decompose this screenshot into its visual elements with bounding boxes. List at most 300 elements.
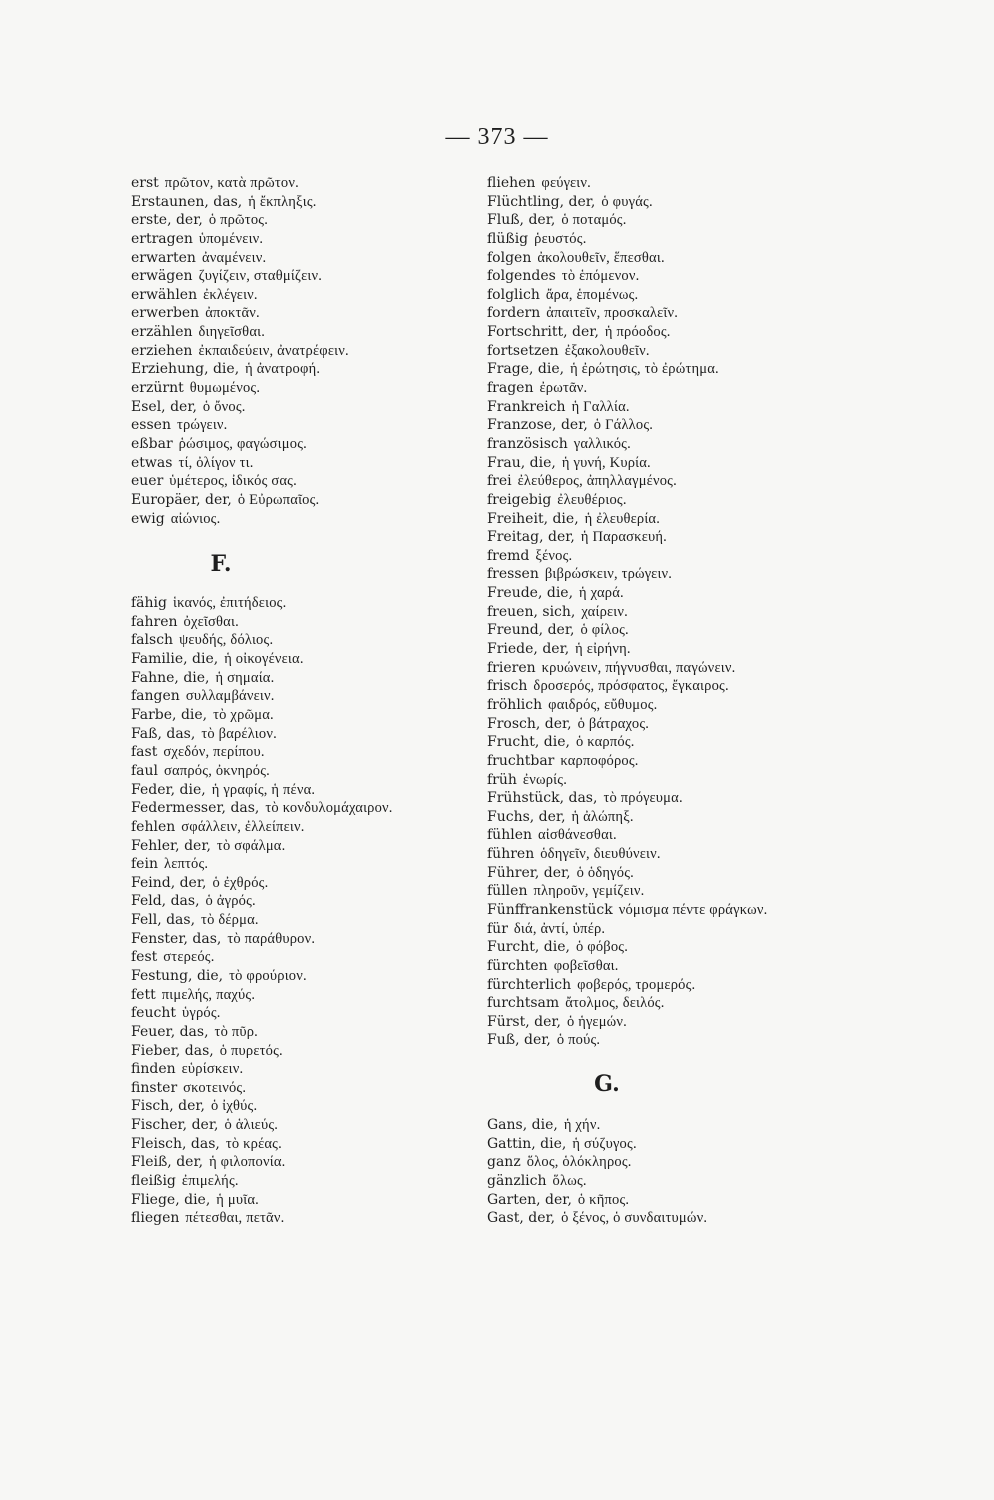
- greek-translation: ὑπομένειν.: [198, 230, 264, 247]
- greek-translation: ὁ ποταμός.: [561, 212, 627, 229]
- greek-translation: τί, ὀλίγον τι.: [178, 454, 254, 471]
- dictionary-entry: [487, 882, 897, 901]
- greek-translation: φοβεῖσθαι.: [553, 957, 619, 974]
- dictionary-entry: [131, 818, 491, 837]
- german-headword: Franzose, der,: [487, 417, 588, 434]
- dictionary-entry: [131, 249, 491, 268]
- dictionary-entry: [131, 211, 491, 230]
- german-headword: Esel, der,: [131, 398, 197, 415]
- greek-translation: τὸ βαρέλιον.: [201, 725, 277, 742]
- german-headword: Farbe, die,: [131, 707, 208, 724]
- german-headword: Freitag, der,: [487, 529, 575, 546]
- german-headword: fruchtbar: [487, 752, 555, 769]
- greek-translation: ὁ φίλος.: [580, 622, 629, 639]
- greek-translation: ἄτολμος, δειλός.: [565, 995, 665, 1012]
- greek-translation: ἡ Παρασκευή.: [580, 529, 667, 546]
- dictionary-entry: [487, 976, 897, 995]
- dictionary-entry: [487, 304, 897, 323]
- dictionary-entry: [487, 267, 897, 286]
- greek-translation: ἡ ἔκπληξις.: [248, 193, 317, 210]
- german-headword: frisch: [487, 678, 528, 695]
- greek-translation: τὸ δέρμα.: [201, 912, 259, 929]
- dictionary-entry: [487, 826, 897, 845]
- german-headword: Fahne, die,: [131, 669, 210, 686]
- german-headword: fangen: [131, 688, 180, 705]
- dictionary-entry: [487, 1013, 897, 1032]
- dictionary-entry: [487, 920, 897, 939]
- greek-translation: καρποφόρος.: [560, 752, 639, 769]
- greek-translation: ἡ γραφίς, ἡ πένα.: [211, 781, 316, 798]
- dictionary-entry: [131, 286, 491, 305]
- dictionary-entry: [131, 631, 491, 650]
- greek-translation: σαπρός, ὀκνηρός.: [164, 762, 270, 779]
- german-headword: fett: [131, 986, 156, 1003]
- german-headword: Erstaunen, das,: [131, 193, 243, 210]
- german-headword: erziehen: [131, 342, 193, 359]
- greek-translation: ἡ εἰρήνη.: [575, 641, 631, 658]
- german-headword: fliegen: [131, 1210, 180, 1227]
- dictionary-entry: [487, 957, 897, 976]
- greek-translation: ἡ ἐρώτησις, τὸ ἐρώτημα.: [570, 361, 719, 378]
- entry-list-f-cont: [487, 174, 897, 1050]
- dictionary-entry: [487, 715, 897, 734]
- dictionary-entry: [487, 1172, 897, 1191]
- dictionary-entry: [487, 808, 897, 827]
- dictionary-entry: [487, 1191, 897, 1210]
- dictionary-entry: [131, 986, 491, 1005]
- greek-translation: τὸ κονδυλομάχαιρον.: [265, 800, 393, 817]
- greek-translation: φαιδρός, εὔθυμος.: [548, 696, 658, 713]
- dictionary-entry: [131, 1116, 491, 1135]
- dictionary-entry: [131, 1135, 491, 1154]
- german-headword: fehlen: [131, 818, 176, 835]
- greek-translation: ἐκλέγειν.: [203, 286, 258, 303]
- dictionary-entry: [487, 603, 897, 622]
- german-headword: erzürnt: [131, 380, 184, 397]
- german-headword: erzählen: [131, 324, 193, 341]
- german-headword: erst: [131, 175, 159, 191]
- german-headword: Gattin, die,: [487, 1135, 567, 1152]
- dictionary-entry: [487, 1031, 897, 1050]
- greek-translation: πιμελής, παχύς.: [161, 986, 256, 1003]
- dictionary-entry: [131, 613, 491, 632]
- german-headword: fühlen: [487, 827, 532, 844]
- german-headword: erwerben: [131, 305, 200, 322]
- dictionary-entry: [131, 342, 491, 361]
- german-headword: erwägen: [131, 268, 193, 285]
- greek-translation: ὁ βάτραχος.: [577, 715, 650, 732]
- dictionary-entry: [131, 1042, 491, 1061]
- dictionary-entry: [131, 174, 491, 193]
- dictionary-entry: [131, 837, 491, 856]
- dictionary-entry: [131, 1079, 491, 1098]
- dictionary-entry: [131, 930, 491, 949]
- dictionary-entry: [131, 1023, 491, 1042]
- greek-translation: φοβερός, τρομερός.: [577, 976, 696, 993]
- greek-translation: ἐπιμελής.: [181, 1173, 239, 1190]
- greek-translation: γαλλικός.: [573, 435, 631, 452]
- german-headword: Fieber, das,: [131, 1042, 214, 1059]
- greek-translation: πληροῦν, γεμίζειν.: [533, 883, 645, 900]
- letter-heading-g: G.: [594, 1071, 620, 1098]
- dictionary-entry: [487, 1153, 897, 1172]
- german-headword: Familie, die,: [131, 651, 219, 668]
- german-headword: fest: [131, 949, 158, 966]
- greek-translation: ὀχεῖσθαι.: [183, 613, 239, 630]
- greek-translation: φεύγειν.: [541, 175, 591, 191]
- greek-translation: ὁ πρῶτος.: [208, 212, 269, 229]
- dictionary-entry: [131, 669, 491, 688]
- german-headword: freigebig: [487, 491, 552, 508]
- dictionary-entry: [131, 1172, 491, 1191]
- greek-translation: ὁ Γάλλος.: [593, 417, 654, 434]
- german-headword: Fürst, der,: [487, 1013, 561, 1030]
- greek-translation: ἀπαιτεῖν, προσκαλεῖν.: [546, 305, 679, 322]
- right-column: [487, 174, 897, 1228]
- greek-translation: τὸ παράθυρον.: [227, 930, 316, 947]
- german-headword: Fuß, der,: [487, 1032, 551, 1049]
- german-headword: ertragen: [131, 230, 193, 247]
- german-headword: Frau, die,: [487, 454, 556, 471]
- dictionary-entry: [131, 1060, 491, 1079]
- dictionary-entry: [487, 510, 897, 529]
- german-headword: früh: [487, 771, 517, 788]
- greek-translation: ὑμέτερος, ἰδικός σας.: [169, 473, 297, 490]
- greek-translation: τὸ πρόγευμα.: [603, 790, 683, 807]
- greek-translation: σφάλλειν, ἐλλείπειν.: [181, 818, 305, 835]
- german-headword: ganz: [487, 1154, 521, 1171]
- greek-translation: ῥώσιμος, φαγώσιμος.: [178, 435, 307, 452]
- dictionary-entry: [487, 1135, 897, 1154]
- greek-translation: ἡ χαρά.: [579, 585, 624, 602]
- german-headword: Gast, der,: [487, 1210, 556, 1227]
- greek-translation: βιβρώσκειν, τρώγειν.: [544, 566, 673, 583]
- page-number: — 373 —: [445, 124, 549, 150]
- greek-translation: ὁ καρπός.: [575, 734, 635, 751]
- greek-translation: πρῶτον, κατὰ πρῶτον.: [164, 175, 299, 191]
- greek-translation: ὁ Εὐρωπαῖος.: [237, 491, 320, 508]
- dictionary-entry: [487, 659, 897, 678]
- german-headword: eßbar: [131, 435, 173, 452]
- dictionary-entry: [487, 454, 897, 473]
- greek-translation: ξένος.: [535, 547, 573, 564]
- dictionary-entry: [131, 911, 491, 930]
- greek-translation: κρυώνειν, πήγνυσθαι, παγώνειν.: [541, 659, 736, 676]
- greek-translation: ἱκανός, ἐπιτήδειος.: [172, 595, 287, 612]
- german-headword: feucht: [131, 1005, 176, 1022]
- dictionary-entry: [487, 696, 897, 715]
- dictionary-entry: [131, 491, 491, 510]
- german-headword: Feld, das,: [131, 893, 200, 910]
- greek-translation: ὁ φόβος.: [575, 939, 629, 956]
- dictionary-entry: [131, 379, 491, 398]
- dictionary-entry: [487, 174, 897, 193]
- greek-translation: ὁ ὄνος.: [202, 398, 246, 415]
- german-headword: Garten, der,: [487, 1191, 572, 1208]
- greek-translation: ὑγρός.: [181, 1005, 221, 1022]
- german-headword: Furcht, die,: [487, 939, 570, 956]
- german-headword: erwarten: [131, 249, 196, 266]
- german-headword: euer: [131, 473, 164, 490]
- dictionary-entry: [131, 435, 491, 454]
- german-headword: Fünffrankenstück: [487, 901, 613, 918]
- german-headword: erwählen: [131, 286, 198, 303]
- dictionary-entry: [487, 845, 897, 864]
- german-headword: fliehen: [487, 175, 536, 191]
- german-headword: Fenster, das,: [131, 930, 222, 947]
- dictionary-entry: [131, 193, 491, 212]
- greek-translation: ἐκπαιδεύειν, ἀνατρέφειν.: [198, 342, 349, 359]
- german-headword: Fell, das,: [131, 912, 196, 929]
- greek-translation: ἡ σύζυγος.: [572, 1135, 637, 1152]
- dictionary-entry: [487, 1209, 897, 1228]
- greek-translation: ὁ ξένος, ὁ συνδαιτυμών.: [561, 1210, 708, 1227]
- german-headword: fürchterlich: [487, 976, 572, 993]
- greek-translation: τὸ χρῶμα.: [213, 707, 274, 724]
- german-headword: furchtsam: [487, 995, 560, 1012]
- greek-translation: ἡ χήν.: [563, 1117, 601, 1134]
- dictionary-entry: [131, 416, 491, 435]
- greek-translation: ὁ ἐχθρός.: [212, 874, 269, 891]
- german-headword: Fleiß, der,: [131, 1154, 204, 1171]
- german-headword: Frucht, die,: [487, 734, 570, 751]
- greek-translation: ἡ οἰκογένεια.: [224, 651, 304, 668]
- dictionary-entry: [487, 547, 897, 566]
- dictionary-entry: [487, 379, 897, 398]
- greek-translation: ὅλως.: [552, 1173, 587, 1190]
- greek-translation: ἡ ἀνατροφή.: [245, 361, 321, 378]
- german-headword: Fehler, der,: [131, 837, 211, 854]
- german-headword: Freund, der,: [487, 622, 575, 639]
- dictionary-entry: [487, 901, 897, 920]
- german-headword: fein: [131, 856, 158, 873]
- left-column: [131, 174, 491, 1228]
- german-headword: folglich: [487, 286, 540, 303]
- greek-translation: τὸ κρέας.: [225, 1135, 282, 1152]
- dictionary-entry: [131, 398, 491, 417]
- dictionary-entry: [131, 892, 491, 911]
- greek-translation: ἡ σημαία.: [215, 669, 275, 686]
- dictionary-entry: [487, 789, 897, 808]
- german-headword: Frühstück, das,: [487, 790, 598, 807]
- greek-translation: ἀναμένειν.: [201, 249, 267, 266]
- german-headword: fremd: [487, 547, 530, 564]
- greek-translation: εὑρίσκειν.: [181, 1061, 244, 1078]
- dictionary-entry: [487, 752, 897, 771]
- dictionary-entry: [131, 1191, 491, 1210]
- greek-translation: ἄρα, ἑπομένως.: [545, 286, 639, 303]
- german-headword: ewig: [131, 510, 165, 527]
- greek-translation: ψευδής, δόλιος.: [179, 632, 274, 649]
- greek-translation: ἡ πρόοδος.: [604, 324, 671, 341]
- german-headword: Fisch, der,: [131, 1098, 205, 1115]
- german-headword: erste, der,: [131, 212, 203, 229]
- german-headword: fordern: [487, 305, 541, 322]
- greek-translation: ἡ Γαλλία.: [571, 398, 630, 415]
- german-headword: Fuchs, der,: [487, 808, 566, 825]
- dictionary-entry: [487, 640, 897, 659]
- dictionary-entry: [487, 864, 897, 883]
- greek-translation: τὸ φρούριον.: [229, 967, 307, 984]
- dictionary-entry: [487, 771, 897, 790]
- german-headword: Flüchtling, der,: [487, 193, 596, 210]
- greek-translation: ἐλεύθερος, ἀπηλλαγμένος.: [517, 473, 677, 490]
- german-headword: führen: [487, 846, 535, 863]
- german-headword: Fliege, die,: [131, 1191, 211, 1208]
- german-headword: Erziehung, die,: [131, 361, 240, 378]
- german-headword: falsch: [131, 632, 174, 649]
- dictionary-entry: [487, 472, 897, 491]
- greek-translation: διά, ἀντί, ὑπέρ.: [513, 920, 606, 937]
- greek-translation: ὁ ὁδηγός.: [576, 864, 635, 881]
- german-headword: fähig: [131, 595, 167, 612]
- greek-translation: θυμωμένος.: [189, 380, 261, 397]
- dictionary-entry: [487, 584, 897, 603]
- dictionary-entry: [487, 565, 897, 584]
- dictionary-entry: [131, 1153, 491, 1172]
- dictionary-entry: [487, 994, 897, 1013]
- german-headword: Friede, der,: [487, 641, 570, 658]
- dictionary-entry: [487, 1116, 897, 1135]
- dictionary-entry: [131, 650, 491, 669]
- greek-translation: πέτεσθαι, πετᾶν.: [185, 1210, 285, 1227]
- german-headword: Fleisch, das,: [131, 1135, 220, 1152]
- greek-translation: ὁ ἡγεμών.: [567, 1013, 628, 1030]
- greek-translation: νόμισμα πέντε φράγκων.: [618, 901, 768, 918]
- dictionary-entry: [131, 874, 491, 893]
- dictionary-entry: [131, 323, 491, 342]
- greek-translation: ὁ κῆπος.: [577, 1191, 630, 1208]
- greek-translation: αἰώνιος.: [170, 510, 221, 527]
- dictionary-entry: [487, 360, 897, 379]
- dictionary-entry: [131, 454, 491, 473]
- greek-translation: ἡ ἐλευθερία.: [584, 510, 661, 527]
- german-headword: gänzlich: [487, 1173, 547, 1190]
- dictionary-entry: [131, 743, 491, 762]
- greek-translation: ὁ φυγάς.: [601, 193, 653, 210]
- dictionary-entry: [131, 706, 491, 725]
- greek-translation: ὁ ἰχθύς.: [211, 1098, 258, 1115]
- german-headword: Fluß, der,: [487, 212, 556, 229]
- german-headword: für: [487, 920, 508, 937]
- dictionary-entry: [131, 230, 491, 249]
- german-headword: Freiheit, die,: [487, 510, 579, 527]
- greek-translation: ῥευστός.: [534, 230, 587, 247]
- dictionary-entry: [131, 1209, 491, 1228]
- german-headword: folgendes: [487, 268, 556, 285]
- german-headword: Führer, der,: [487, 864, 571, 881]
- greek-translation: ἀποκτᾶν.: [205, 305, 260, 322]
- dictionary-entry: [487, 416, 897, 435]
- dictionary-entry: [131, 781, 491, 800]
- german-headword: füllen: [487, 883, 528, 900]
- dictionary-entry: [487, 528, 897, 547]
- dictionary-entry: [487, 733, 897, 752]
- greek-translation: αἰσθάνεσθαι.: [538, 827, 617, 844]
- german-headword: Federmesser, das,: [131, 800, 260, 817]
- greek-translation: ἡ ἀλώπηξ.: [571, 808, 634, 825]
- entry-list-g: [487, 1116, 897, 1228]
- dictionary-entry: [131, 948, 491, 967]
- greek-translation: ὁδηγεῖν, διευθύνειν.: [540, 846, 661, 863]
- greek-translation: ὁ πυρετός.: [219, 1042, 283, 1059]
- german-headword: flüßig: [487, 230, 529, 247]
- german-headword: fürchten: [487, 957, 548, 974]
- greek-translation: τὸ ἑπόμενον.: [561, 268, 640, 285]
- dictionary-entry: [131, 725, 491, 744]
- greek-translation: λεπτός.: [163, 856, 209, 873]
- german-headword: fleißig: [131, 1173, 176, 1190]
- dictionary-entry: [487, 230, 897, 249]
- dictionary-entry: [487, 323, 897, 342]
- german-headword: französisch: [487, 435, 568, 452]
- greek-translation: διηγεῖσθαι.: [198, 324, 266, 341]
- greek-translation: ἀκολουθεῖν, ἕπεσθαι.: [537, 249, 665, 266]
- german-headword: Freude, die,: [487, 585, 574, 602]
- german-headword: faul: [131, 762, 159, 779]
- dictionary-entry: [131, 304, 491, 323]
- greek-translation: ζυγίζειν, σταθμίζειν.: [198, 268, 323, 285]
- german-headword: Feuer, das,: [131, 1023, 209, 1040]
- dictionary-entry: [131, 267, 491, 286]
- dictionary-entry: [487, 286, 897, 305]
- german-headword: frieren: [487, 659, 536, 676]
- german-headword: fressen: [487, 566, 539, 583]
- german-headword: Feder, die,: [131, 781, 206, 798]
- dictionary-entry: [487, 398, 897, 417]
- german-headword: finster: [131, 1079, 178, 1096]
- dictionary-entry: [131, 1004, 491, 1023]
- greek-translation: τρώγειν.: [176, 417, 228, 434]
- greek-translation: ἡ φιλοπονία.: [209, 1154, 286, 1171]
- greek-translation: συλλαμβάνειν.: [185, 688, 275, 705]
- greek-translation: σκοτεινός.: [183, 1079, 247, 1096]
- greek-translation: στερεός.: [163, 949, 215, 966]
- dictionary-entry: [131, 762, 491, 781]
- dictionary-entry: [131, 360, 491, 379]
- greek-translation: σχεδόν, περίπου.: [163, 744, 265, 761]
- german-headword: Gans, die,: [487, 1117, 558, 1134]
- dictionary-entry: [131, 510, 491, 529]
- german-headword: etwas: [131, 454, 173, 471]
- greek-translation: ὅλος, ὁλόκληρος.: [526, 1154, 632, 1171]
- dictionary-entry: [487, 621, 897, 640]
- german-headword: Fischer, der,: [131, 1117, 219, 1134]
- german-headword: essen: [131, 417, 171, 434]
- german-headword: fast: [131, 744, 158, 761]
- dictionary-entry: [487, 677, 897, 696]
- greek-translation: ὁ πούς.: [556, 1032, 601, 1049]
- greek-translation: ὁ ἁλιεύς.: [224, 1117, 279, 1134]
- dictionary-entry: [487, 342, 897, 361]
- entry-list-e: [131, 174, 491, 528]
- dictionary-entry: [131, 855, 491, 874]
- dictionary-entry: [487, 938, 897, 957]
- german-headword: fröhlich: [487, 696, 543, 713]
- greek-translation: δροσερός, πρόσφατος, ἔγκαιρος.: [533, 678, 729, 695]
- greek-translation: ἡ μυῖα.: [216, 1191, 259, 1208]
- german-headword: frei: [487, 473, 512, 490]
- dictionary-entry: [131, 472, 491, 491]
- greek-translation: τὸ πῦρ.: [214, 1023, 259, 1040]
- greek-translation: χαίρειν.: [581, 603, 628, 620]
- dictionary-entry: [131, 1097, 491, 1116]
- dictionary-entry: [487, 211, 897, 230]
- german-headword: Festung, die,: [131, 967, 224, 984]
- greek-translation: ἐνωρίς.: [522, 771, 568, 788]
- german-headword: fahren: [131, 613, 178, 630]
- greek-translation: τὸ σφάλμα.: [216, 837, 286, 854]
